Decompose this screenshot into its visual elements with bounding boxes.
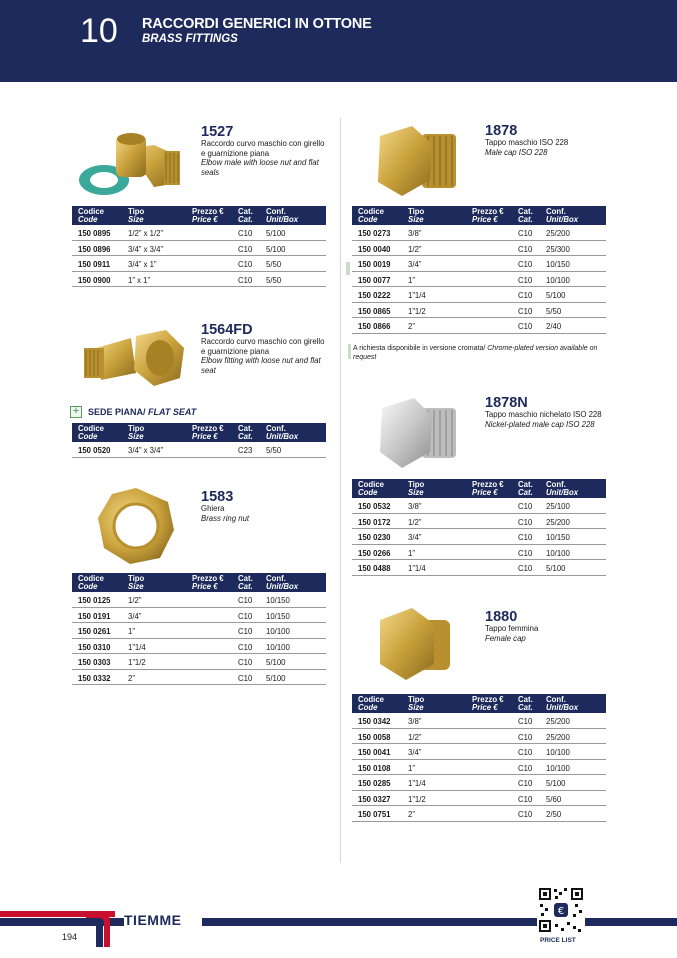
- cell-size: 1”1/2: [408, 306, 426, 316]
- cell-cat: C10: [238, 673, 253, 683]
- table-header: [72, 573, 326, 592]
- cell-size: 3/4”: [408, 260, 422, 269]
- chapter-title: RACCORDI GENERICI IN OTTONE: [142, 16, 372, 32]
- product-description-1527: [201, 139, 326, 177]
- cell-size: 2”: [128, 673, 135, 683]
- cell-conf: 10/100: [546, 548, 570, 558]
- brass-ring-nut-image: [96, 486, 176, 566]
- description-it: Ghiera: [201, 504, 225, 513]
- cell-code: 150 0108: [358, 763, 391, 773]
- table-row: [352, 791, 606, 807]
- product-code-1878: 1878: [485, 123, 518, 139]
- cell-cat: C10: [518, 779, 533, 788]
- cell-size: 3/4” x 3/4”: [128, 244, 164, 254]
- cell-conf: 5/100: [266, 673, 286, 683]
- table-header: [352, 206, 606, 225]
- table-row: [352, 744, 606, 760]
- cell-cat: C10: [518, 732, 533, 742]
- cell-conf: 10/100: [546, 275, 570, 285]
- row-highlight-mark: [346, 262, 350, 275]
- cell-code: 150 0019: [358, 260, 391, 269]
- cell-code: 150 0266: [358, 548, 391, 558]
- nickel-male-cap-image: [372, 394, 464, 472]
- column-header-price: Prezzo € Price €: [192, 574, 224, 591]
- cell-conf: 2/40: [546, 322, 562, 331]
- table-row: [352, 272, 606, 288]
- cell-code: 150 0077: [358, 275, 391, 285]
- cell-conf: 5/60: [546, 794, 562, 804]
- table-1527: [72, 206, 326, 287]
- column-header-code: Codice Code: [78, 574, 104, 591]
- table-header: [352, 479, 606, 498]
- product-code-1527: 1527: [201, 124, 234, 140]
- cell-size: 1/2”: [408, 732, 422, 742]
- column-header-code: Codice Code: [358, 207, 384, 224]
- description-it: Raccordo curvo maschio con girello e guarnizione piana: [201, 139, 325, 158]
- table-row: [352, 713, 606, 729]
- cell-code: 150 0040: [358, 244, 391, 254]
- column-header-price: Prezzo € Price €: [472, 695, 504, 712]
- column-header-cat: Cat. Cat.: [238, 574, 253, 591]
- description-it: Tappo maschio ISO 228: [485, 138, 569, 147]
- cell-size: 3/4”: [408, 748, 422, 757]
- cell-size: 1/2” x 1/2”: [128, 229, 164, 238]
- description-it: Tappo maschio nichelato ISO 228: [485, 410, 602, 419]
- cell-size: 1” x 1”: [128, 275, 151, 285]
- column-header-size: Tipo Size: [408, 695, 425, 712]
- cell-cat: C23: [238, 446, 253, 455]
- cell-code: 150 0261: [78, 627, 111, 636]
- footer-pipe-bend-icon: [86, 911, 116, 947]
- column-header-size: Tipo Size: [128, 574, 145, 591]
- cell-size: 1”1/4: [128, 642, 146, 652]
- cell-conf: 5/100: [546, 291, 566, 300]
- cell-conf: 5/100: [266, 229, 286, 238]
- column-header-code: Codice Code: [78, 424, 104, 441]
- table-row: [352, 241, 606, 257]
- cell-code: 150 0172: [358, 517, 391, 527]
- description-en: Elbow fitting with loose nut and flat seat: [201, 356, 321, 375]
- description-it: Raccordo curvo maschio con girello e guarnizione piana: [201, 337, 325, 356]
- column-header-cat: Cat. Cat.: [518, 480, 533, 497]
- table-row: [352, 256, 606, 272]
- table-row: [72, 670, 326, 686]
- column-header-conf: Conf. Unit/Box: [546, 480, 579, 497]
- male-cap-image: [372, 122, 464, 200]
- table-row: [352, 514, 606, 530]
- cell-code: 150 0285: [358, 779, 391, 788]
- price-list-label: PRICE LIST: [540, 937, 576, 944]
- flat-seat-section: [70, 405, 196, 418]
- table-row: [352, 498, 606, 514]
- table-row: [72, 623, 326, 639]
- cell-size: 1”1/4: [408, 291, 426, 300]
- column-header-code: Codice Code: [358, 480, 384, 497]
- cell-size: 1/2”: [408, 517, 422, 527]
- cell-size: 1/2”: [408, 244, 422, 254]
- product-code-1878n: 1878N: [485, 395, 528, 411]
- cell-cat: C10: [238, 611, 253, 621]
- table-row: [72, 442, 326, 458]
- table-row: [352, 287, 606, 303]
- cell-code: 150 0751: [358, 810, 391, 819]
- column-divider: [340, 118, 341, 863]
- cell-code: 150 0273: [358, 229, 391, 238]
- table-1878n: [352, 479, 606, 576]
- table-row: [352, 303, 606, 319]
- table-row: [72, 639, 326, 655]
- cell-cat: C10: [518, 748, 533, 757]
- elbow-fitting-flat-seat-image: [76, 318, 188, 398]
- product-code-1880: 1880: [485, 609, 518, 625]
- cell-cat: C10: [518, 794, 533, 804]
- column-header-size: Tipo Size: [128, 424, 145, 441]
- cell-conf: 10/150: [546, 533, 570, 542]
- cell-size: 3/4”: [128, 611, 142, 621]
- cell-cat: C10: [518, 322, 533, 331]
- cell-cat: C10: [238, 275, 253, 285]
- table-1583: [72, 573, 326, 685]
- cell-size: 2”: [408, 322, 415, 331]
- table-1564fd: [72, 423, 326, 458]
- column-header-code: Codice Code: [78, 207, 104, 224]
- cell-size: 1”: [128, 627, 135, 636]
- table-row: [72, 608, 326, 624]
- cell-code: 150 0911: [78, 260, 111, 269]
- product-description-1564fd: [201, 337, 326, 375]
- cell-conf: 5/50: [266, 275, 282, 285]
- cell-size: 1”1/2: [408, 794, 426, 804]
- cell-cat: C10: [518, 564, 533, 573]
- cell-code: 150 0222: [358, 291, 391, 300]
- cell-code: 150 0332: [78, 673, 111, 683]
- cell-code: 150 0058: [358, 732, 391, 742]
- cell-size: 1”1/4: [408, 779, 426, 788]
- cell-code: 150 0327: [358, 794, 391, 804]
- flat-seat-label: SEDE PIANA/ FLAT SEAT: [88, 406, 197, 417]
- plus-icon: +: [70, 406, 82, 418]
- cell-code: 150 0303: [78, 658, 111, 667]
- cell-size: 1”: [408, 275, 415, 285]
- chapter-subtitle: BRASS FITTINGS: [142, 33, 238, 45]
- chapter-number: 10: [80, 12, 118, 50]
- cell-cat: C10: [518, 244, 533, 254]
- cell-code: 150 0896: [78, 244, 111, 254]
- description-en: Elbow male with loose nut and flat seals: [201, 158, 319, 177]
- table-row: [72, 256, 326, 272]
- table-row: [352, 225, 606, 241]
- cell-size: 3/4” x 3/4”: [128, 446, 164, 455]
- column-header-size: Tipo Size: [128, 207, 145, 224]
- cell-code: 150 0532: [358, 502, 391, 511]
- table-row: [352, 760, 606, 776]
- cell-conf: 5/100: [266, 658, 286, 667]
- column-header-code: Codice Code: [358, 695, 384, 712]
- cell-size: 1/2”: [128, 596, 142, 605]
- table-row: [352, 560, 606, 576]
- cell-size: 1”: [408, 763, 415, 773]
- description-en: Brass ring nut: [201, 513, 250, 523]
- product-description-1583: [201, 504, 326, 523]
- cell-code: 150 0041: [358, 748, 391, 757]
- cell-code: 150 0488: [358, 564, 391, 573]
- cell-conf: 25/200: [546, 732, 570, 742]
- cell-code: 150 0866: [358, 322, 391, 331]
- column-header-price: Prezzo € Price €: [472, 207, 504, 224]
- cell-cat: C10: [518, 291, 533, 300]
- column-header-conf: Conf. Unit/Box: [266, 574, 299, 591]
- column-header-conf: Conf. Unit/Box: [266, 424, 299, 441]
- cell-cat: C10: [518, 517, 533, 527]
- table-row: [352, 529, 606, 545]
- cell-size: 3/8”: [408, 502, 422, 511]
- cell-conf: 10/150: [266, 611, 290, 621]
- cell-cat: C10: [238, 642, 253, 652]
- cell-code: 150 0900: [78, 275, 111, 285]
- description-it: Tappo femmina: [485, 624, 539, 633]
- column-header-cat: Cat. Cat.: [518, 695, 533, 712]
- table-row: [72, 654, 326, 670]
- cell-cat: C10: [518, 229, 533, 238]
- cell-code: 150 0342: [358, 717, 391, 726]
- table-row: [72, 241, 326, 257]
- column-header-size: Tipo Size: [408, 207, 425, 224]
- cell-conf: 25/200: [546, 229, 570, 238]
- table-header: [72, 206, 326, 225]
- brand-logo: TIEMME: [124, 912, 202, 930]
- cell-code: 150 0865: [358, 306, 391, 316]
- cell-size: 3/8”: [408, 717, 422, 726]
- cell-cat: C10: [518, 548, 533, 558]
- cell-cat: C10: [518, 763, 533, 773]
- column-header-price: Prezzo € Price €: [192, 207, 224, 224]
- page-number: 194: [62, 932, 78, 942]
- cell-size: 3/4” x 1”: [128, 260, 157, 269]
- cell-code: 150 0125: [78, 596, 111, 605]
- table-header: [72, 423, 326, 442]
- cell-size: 3/8”: [408, 229, 422, 238]
- column-header-price: Prezzo € Price €: [192, 424, 224, 441]
- table-row: [352, 729, 606, 745]
- cell-conf: 5/100: [266, 244, 286, 254]
- cell-cat: C10: [238, 658, 253, 667]
- chrome-note: A richiesta disponibile in versione cromata/ Chrome-plated version available on request: [353, 345, 598, 361]
- note-highlight-mark: [348, 344, 351, 359]
- product-code-1583: 1583: [201, 489, 234, 505]
- elbow-fitting-image: [76, 125, 188, 205]
- cell-conf: 10/100: [546, 763, 570, 773]
- product-description-1878n: [485, 410, 610, 429]
- page-header: [0, 0, 677, 82]
- cell-conf: 25/100: [546, 502, 570, 511]
- column-header-conf: Conf. Unit/Box: [546, 207, 579, 224]
- cell-cat: C10: [518, 502, 533, 511]
- cell-size: 1”1/2: [128, 658, 146, 667]
- female-cap-image: [372, 604, 464, 684]
- product-description-1880: [485, 624, 610, 643]
- table-row: [72, 592, 326, 608]
- cell-conf: 10/150: [546, 260, 570, 269]
- cell-cat: C10: [238, 260, 253, 269]
- cell-cat: C10: [518, 810, 533, 819]
- cell-cat: C10: [518, 717, 533, 726]
- cell-code: 150 0230: [358, 533, 391, 542]
- cell-conf: 10/150: [266, 596, 290, 605]
- table-row: [352, 806, 606, 822]
- cell-conf: 25/200: [546, 717, 570, 726]
- cell-cat: C10: [238, 244, 253, 254]
- cell-conf: 10/100: [266, 627, 290, 636]
- cell-code: 150 0310: [78, 642, 111, 652]
- product-code-1564fd: 1564FD: [201, 322, 253, 338]
- column-header-conf: Conf. Unit/Box: [546, 695, 579, 712]
- cell-code: 150 0520: [78, 446, 111, 455]
- cell-conf: 5/50: [266, 446, 282, 455]
- cell-size: 1”: [408, 548, 415, 558]
- column-header-size: Tipo Size: [408, 480, 425, 497]
- column-header-conf: Conf. Unit/Box: [266, 207, 299, 224]
- cell-conf: 10/100: [546, 748, 570, 757]
- description-en: Nickel-plated male cap ISO 228: [485, 419, 595, 429]
- cell-conf: 10/100: [266, 642, 290, 652]
- column-header-cat: Cat. Cat.: [238, 424, 253, 441]
- description-en: Male cap ISO 228: [485, 147, 548, 157]
- table-1878: [352, 206, 606, 334]
- cell-cat: C10: [518, 275, 533, 285]
- table-header: [352, 694, 606, 713]
- cell-conf: 5/50: [266, 260, 282, 269]
- cell-conf: 25/200: [546, 517, 570, 527]
- qr-code-icon[interactable]: [537, 886, 585, 934]
- cell-cat: C10: [238, 596, 253, 605]
- table-row: [72, 272, 326, 288]
- table-row: [352, 545, 606, 561]
- cell-conf: 2/50: [546, 810, 562, 819]
- table-1880: [352, 694, 606, 822]
- column-header-price: Prezzo € Price €: [472, 480, 504, 497]
- cell-cat: C10: [238, 229, 253, 238]
- svg-text:€: €: [557, 906, 565, 917]
- cell-cat: C10: [238, 627, 253, 636]
- cell-conf: 5/100: [546, 564, 566, 573]
- column-header-cat: Cat. Cat.: [238, 207, 253, 224]
- cell-size: 2”: [408, 810, 415, 819]
- cell-cat: C10: [518, 306, 533, 316]
- table-row: [72, 225, 326, 241]
- cell-size: 1”1/4: [408, 564, 426, 573]
- column-header-cat: Cat. Cat.: [518, 207, 533, 224]
- cell-cat: C10: [518, 260, 533, 269]
- product-description-1878: [485, 138, 610, 157]
- description-en: Female cap: [485, 633, 526, 643]
- cell-conf: 5/100: [546, 779, 566, 788]
- table-row: [352, 775, 606, 791]
- cell-code: 150 0895: [78, 229, 111, 238]
- cell-conf: 25/300: [546, 244, 570, 254]
- cell-cat: C10: [518, 533, 533, 542]
- cell-conf: 5/50: [546, 306, 562, 316]
- cell-code: 150 0191: [78, 611, 111, 621]
- table-row: [352, 318, 606, 334]
- cell-size: 3/4”: [408, 533, 422, 542]
